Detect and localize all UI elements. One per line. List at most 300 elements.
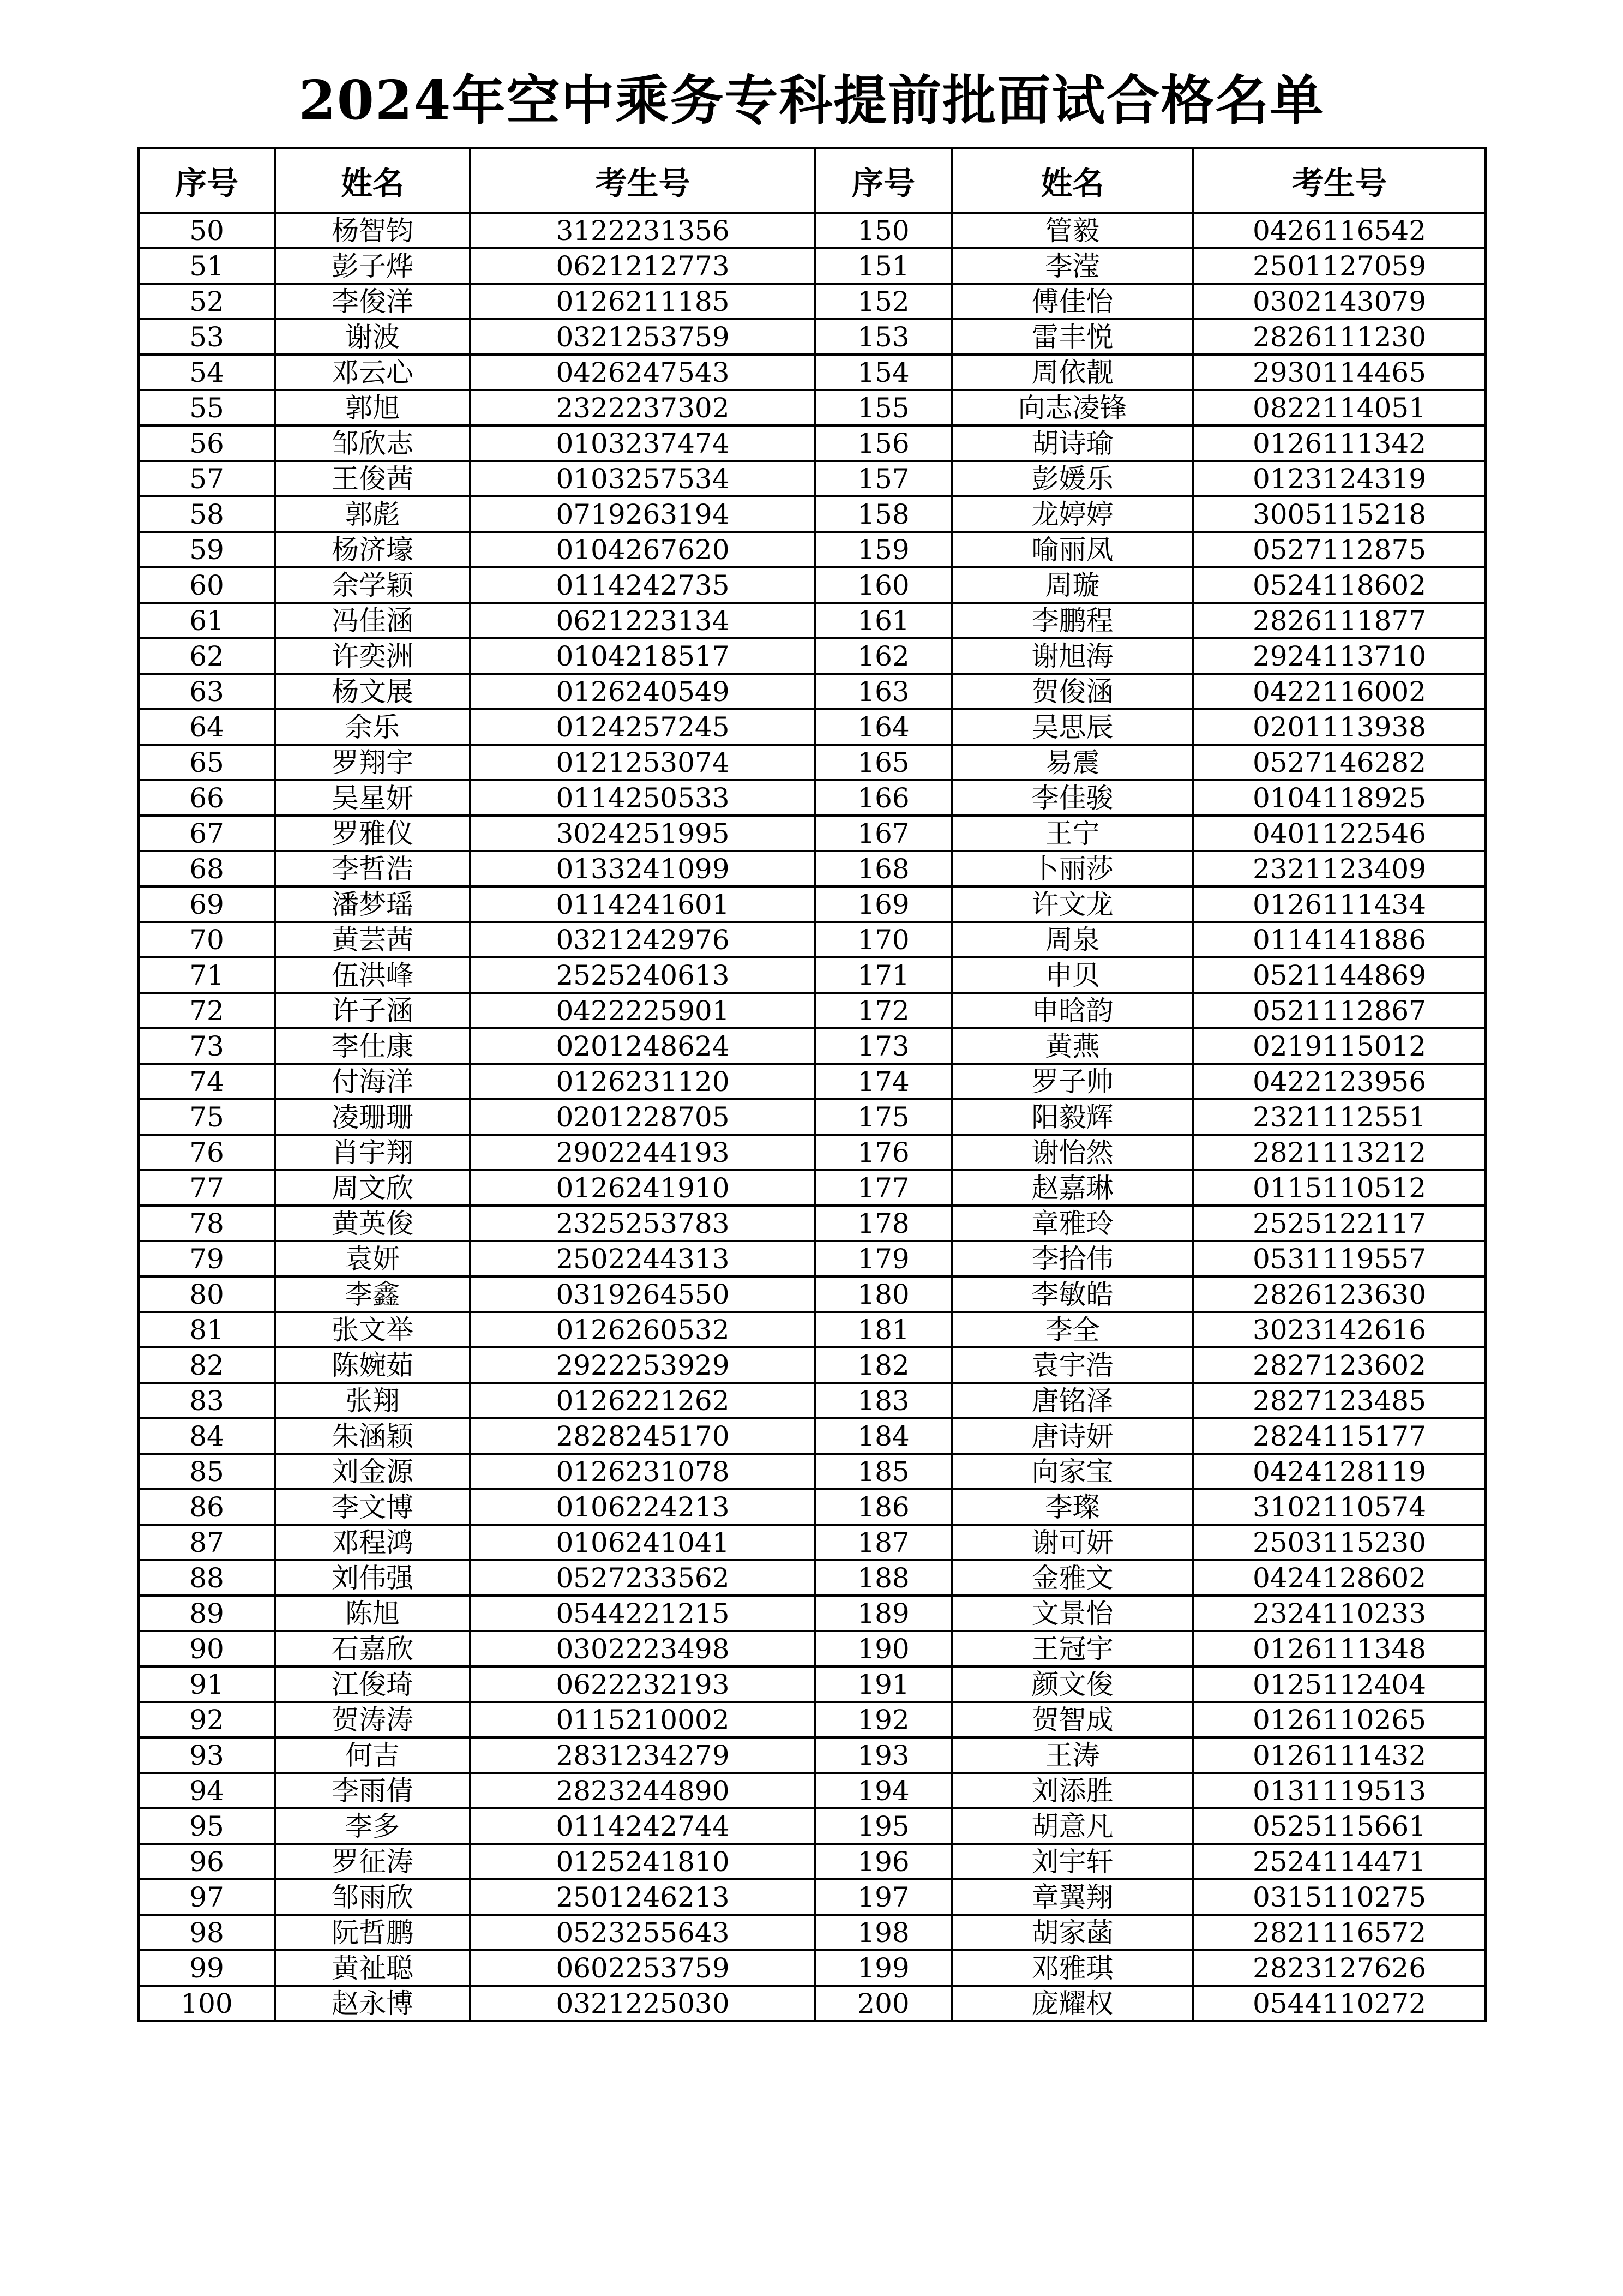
name-cell: 余学颖 bbox=[275, 567, 470, 603]
serial-cell: 150 bbox=[815, 213, 952, 248]
serial-cell: 165 bbox=[815, 745, 952, 780]
table-body bbox=[139, 213, 1486, 2021]
name-cell: 赵永博 bbox=[275, 1986, 470, 2021]
serial-cell: 186 bbox=[815, 1489, 952, 1525]
serial-cell: 65 bbox=[139, 745, 275, 780]
exam-number-cell: 0622232193 bbox=[470, 1666, 815, 1702]
table-row bbox=[139, 1099, 1486, 1135]
header-exam-number-right: 考生号 bbox=[1193, 148, 1486, 213]
serial-cell: 70 bbox=[139, 922, 275, 957]
exam-number-cell: 0126221262 bbox=[470, 1383, 815, 1418]
table-row bbox=[139, 284, 1486, 319]
serial-cell: 188 bbox=[815, 1560, 952, 1596]
exam-number-cell: 0321253759 bbox=[470, 319, 815, 355]
exam-number-cell: 2321112551 bbox=[1193, 1099, 1486, 1135]
serial-cell: 84 bbox=[139, 1418, 275, 1454]
name-cell: 向志凌锋 bbox=[952, 390, 1193, 425]
name-cell: 郭彪 bbox=[275, 496, 470, 532]
name-cell: 邹雨欣 bbox=[275, 1879, 470, 1915]
table-row bbox=[139, 1170, 1486, 1206]
serial-cell: 158 bbox=[815, 496, 952, 532]
serial-cell: 175 bbox=[815, 1099, 952, 1135]
name-cell: 潘梦瑶 bbox=[275, 886, 470, 922]
exam-number-cell: 0321242976 bbox=[470, 922, 815, 957]
name-cell: 李鹏程 bbox=[952, 603, 1193, 638]
exam-number-cell: 0133241099 bbox=[470, 851, 815, 886]
exam-number-cell: 2325253783 bbox=[470, 1206, 815, 1241]
name-cell: 赵嘉琳 bbox=[952, 1170, 1193, 1206]
exam-number-cell: 0114242744 bbox=[470, 1808, 815, 1844]
serial-cell: 167 bbox=[815, 816, 952, 851]
serial-cell: 199 bbox=[815, 1950, 952, 1986]
exam-number-cell: 0531119557 bbox=[1193, 1241, 1486, 1276]
name-cell: 胡诗瑜 bbox=[952, 425, 1193, 461]
name-cell: 周璇 bbox=[952, 567, 1193, 603]
name-cell: 朱涵颖 bbox=[275, 1418, 470, 1454]
serial-cell: 54 bbox=[139, 355, 275, 390]
exam-number-cell: 0126111434 bbox=[1193, 886, 1486, 922]
exam-number-cell: 0126241910 bbox=[470, 1170, 815, 1206]
serial-cell: 71 bbox=[139, 957, 275, 993]
serial-cell: 59 bbox=[139, 532, 275, 567]
exam-number-cell: 2823127626 bbox=[1193, 1950, 1486, 1986]
exam-number-cell: 2924113710 bbox=[1193, 638, 1486, 674]
table-row bbox=[139, 674, 1486, 709]
exam-number-cell: 0422116002 bbox=[1193, 674, 1486, 709]
name-cell: 谢可妍 bbox=[952, 1525, 1193, 1560]
serial-cell: 69 bbox=[139, 886, 275, 922]
table-row bbox=[139, 496, 1486, 532]
table-row bbox=[139, 1206, 1486, 1241]
name-cell: 胡家菡 bbox=[952, 1915, 1193, 1950]
table-row bbox=[139, 1028, 1486, 1064]
name-cell: 郭旭 bbox=[275, 390, 470, 425]
name-cell: 谢旭海 bbox=[952, 638, 1193, 674]
exam-number-cell: 0126211185 bbox=[470, 284, 815, 319]
table-row bbox=[139, 1986, 1486, 2021]
exam-number-cell: 2922253929 bbox=[470, 1347, 815, 1383]
serial-cell: 82 bbox=[139, 1347, 275, 1383]
name-cell: 贺涛涛 bbox=[275, 1702, 470, 1737]
exam-number-cell: 0523255643 bbox=[470, 1915, 815, 1950]
table-row bbox=[139, 1454, 1486, 1489]
serial-cell: 97 bbox=[139, 1879, 275, 1915]
serial-cell: 66 bbox=[139, 780, 275, 816]
serial-cell: 61 bbox=[139, 603, 275, 638]
table-row bbox=[139, 1773, 1486, 1808]
name-cell: 阳毅辉 bbox=[952, 1099, 1193, 1135]
exam-number-cell: 0525115661 bbox=[1193, 1808, 1486, 1844]
table-row bbox=[139, 851, 1486, 886]
name-cell: 黄芸茜 bbox=[275, 922, 470, 957]
table-row bbox=[139, 1418, 1486, 1454]
name-cell: 刘添胜 bbox=[952, 1773, 1193, 1808]
name-cell: 邓程鸿 bbox=[275, 1525, 470, 1560]
exam-number-cell: 0424128119 bbox=[1193, 1454, 1486, 1489]
serial-cell: 159 bbox=[815, 532, 952, 567]
serial-cell: 197 bbox=[815, 1879, 952, 1915]
exam-number-cell: 0527112875 bbox=[1193, 532, 1486, 567]
name-cell: 贺俊涵 bbox=[952, 674, 1193, 709]
name-cell: 金雅文 bbox=[952, 1560, 1193, 1596]
serial-cell: 153 bbox=[815, 319, 952, 355]
name-cell: 李雨倩 bbox=[275, 1773, 470, 1808]
serial-cell: 166 bbox=[815, 780, 952, 816]
exam-number-cell: 2501246213 bbox=[470, 1879, 815, 1915]
name-cell: 江俊琦 bbox=[275, 1666, 470, 1702]
exam-number-cell: 2902244193 bbox=[470, 1135, 815, 1170]
exam-number-cell: 2502244313 bbox=[470, 1241, 815, 1276]
serial-cell: 172 bbox=[815, 993, 952, 1028]
serial-cell: 77 bbox=[139, 1170, 275, 1206]
name-cell: 庞耀权 bbox=[952, 1986, 1193, 2021]
exam-number-cell: 2826111230 bbox=[1193, 319, 1486, 355]
table-row bbox=[139, 1879, 1486, 1915]
table-row bbox=[139, 1347, 1486, 1383]
serial-cell: 193 bbox=[815, 1737, 952, 1773]
exam-number-cell: 0126111342 bbox=[1193, 425, 1486, 461]
serial-cell: 152 bbox=[815, 284, 952, 319]
serial-cell: 164 bbox=[815, 709, 952, 745]
exam-number-cell: 0104267620 bbox=[470, 532, 815, 567]
exam-number-cell: 2324110233 bbox=[1193, 1596, 1486, 1631]
serial-cell: 79 bbox=[139, 1241, 275, 1276]
exam-number-cell: 0719263194 bbox=[470, 496, 815, 532]
exam-number-cell: 0124257245 bbox=[470, 709, 815, 745]
serial-cell: 62 bbox=[139, 638, 275, 674]
qualified-list-table bbox=[137, 147, 1487, 2022]
exam-number-cell: 2524114471 bbox=[1193, 1844, 1486, 1879]
name-cell: 罗雅仪 bbox=[275, 816, 470, 851]
name-cell: 申晗韵 bbox=[952, 993, 1193, 1028]
serial-cell: 163 bbox=[815, 674, 952, 709]
exam-number-cell: 2930114465 bbox=[1193, 355, 1486, 390]
table-row bbox=[139, 390, 1486, 425]
exam-number-cell: 3023142616 bbox=[1193, 1312, 1486, 1347]
name-cell: 黄英俊 bbox=[275, 1206, 470, 1241]
table-row bbox=[139, 1631, 1486, 1666]
serial-cell: 162 bbox=[815, 638, 952, 674]
serial-cell: 178 bbox=[815, 1206, 952, 1241]
exam-number-cell: 0114242735 bbox=[470, 567, 815, 603]
exam-number-cell: 0115210002 bbox=[470, 1702, 815, 1737]
serial-cell: 195 bbox=[815, 1808, 952, 1844]
header-name-right: 姓名 bbox=[952, 148, 1193, 213]
serial-cell: 173 bbox=[815, 1028, 952, 1064]
exam-number-cell: 0524118602 bbox=[1193, 567, 1486, 603]
exam-number-cell: 0321225030 bbox=[470, 1986, 815, 2021]
table-row bbox=[139, 1489, 1486, 1525]
serial-cell: 63 bbox=[139, 674, 275, 709]
serial-cell: 85 bbox=[139, 1454, 275, 1489]
name-cell: 周泉 bbox=[952, 922, 1193, 957]
serial-cell: 191 bbox=[815, 1666, 952, 1702]
serial-cell: 185 bbox=[815, 1454, 952, 1489]
exam-number-cell: 2501127059 bbox=[1193, 248, 1486, 284]
name-cell: 管毅 bbox=[952, 213, 1193, 248]
name-cell: 李璨 bbox=[952, 1489, 1193, 1525]
name-cell: 冯佳涵 bbox=[275, 603, 470, 638]
serial-cell: 181 bbox=[815, 1312, 952, 1347]
exam-number-cell: 0123124319 bbox=[1193, 461, 1486, 496]
table-row bbox=[139, 1135, 1486, 1170]
name-cell: 伍洪峰 bbox=[275, 957, 470, 993]
name-cell: 胡意凡 bbox=[952, 1808, 1193, 1844]
name-cell: 李滢 bbox=[952, 248, 1193, 284]
serial-cell: 93 bbox=[139, 1737, 275, 1773]
serial-cell: 86 bbox=[139, 1489, 275, 1525]
exam-number-cell: 0114241601 bbox=[470, 886, 815, 922]
name-cell: 李俊洋 bbox=[275, 284, 470, 319]
name-cell: 张翔 bbox=[275, 1383, 470, 1418]
table-row bbox=[139, 1950, 1486, 1986]
exam-number-cell: 0602253759 bbox=[470, 1950, 815, 1986]
name-cell: 李文博 bbox=[275, 1489, 470, 1525]
table-row bbox=[139, 1596, 1486, 1631]
name-cell: 李佳骏 bbox=[952, 780, 1193, 816]
exam-number-cell: 0121253074 bbox=[470, 745, 815, 780]
name-cell: 章翼翔 bbox=[952, 1879, 1193, 1915]
exam-number-cell: 2821113212 bbox=[1193, 1135, 1486, 1170]
name-cell: 李敏皓 bbox=[952, 1276, 1193, 1312]
exam-number-cell: 0201228705 bbox=[470, 1099, 815, 1135]
serial-cell: 52 bbox=[139, 284, 275, 319]
serial-cell: 187 bbox=[815, 1525, 952, 1560]
exam-number-cell: 0426247543 bbox=[470, 355, 815, 390]
serial-cell: 182 bbox=[815, 1347, 952, 1383]
name-cell: 刘金源 bbox=[275, 1454, 470, 1489]
exam-number-cell: 0401122546 bbox=[1193, 816, 1486, 851]
table-row bbox=[139, 425, 1486, 461]
name-cell: 邓云心 bbox=[275, 355, 470, 390]
table-row bbox=[139, 1737, 1486, 1773]
serial-cell: 157 bbox=[815, 461, 952, 496]
exam-number-cell: 0544110272 bbox=[1193, 1986, 1486, 2021]
name-cell: 许文龙 bbox=[952, 886, 1193, 922]
name-cell: 罗子帅 bbox=[952, 1064, 1193, 1099]
table-row bbox=[139, 1666, 1486, 1702]
name-cell: 余乐 bbox=[275, 709, 470, 745]
serial-cell: 74 bbox=[139, 1064, 275, 1099]
exam-number-cell: 0114250533 bbox=[470, 780, 815, 816]
serial-cell: 96 bbox=[139, 1844, 275, 1879]
serial-cell: 57 bbox=[139, 461, 275, 496]
serial-cell: 183 bbox=[815, 1383, 952, 1418]
table-row bbox=[139, 461, 1486, 496]
serial-cell: 155 bbox=[815, 390, 952, 425]
name-cell: 张文举 bbox=[275, 1312, 470, 1347]
name-cell: 邹欣志 bbox=[275, 425, 470, 461]
exam-number-cell: 0527146282 bbox=[1193, 745, 1486, 780]
exam-number-cell: 0201113938 bbox=[1193, 709, 1486, 745]
name-cell: 刘伟强 bbox=[275, 1560, 470, 1596]
name-cell: 李哲浩 bbox=[275, 851, 470, 886]
name-cell: 王俊茜 bbox=[275, 461, 470, 496]
serial-cell: 60 bbox=[139, 567, 275, 603]
serial-cell: 89 bbox=[139, 1596, 275, 1631]
serial-cell: 88 bbox=[139, 1560, 275, 1596]
name-cell: 阮哲鹏 bbox=[275, 1915, 470, 1950]
exam-number-cell: 3102110574 bbox=[1193, 1489, 1486, 1525]
serial-cell: 73 bbox=[139, 1028, 275, 1064]
name-cell: 陈旭 bbox=[275, 1596, 470, 1631]
serial-cell: 154 bbox=[815, 355, 952, 390]
serial-cell: 80 bbox=[139, 1276, 275, 1312]
serial-cell: 198 bbox=[815, 1915, 952, 1950]
name-cell: 贺智成 bbox=[952, 1702, 1193, 1737]
exam-number-cell: 2827123485 bbox=[1193, 1383, 1486, 1418]
name-cell: 王涛 bbox=[952, 1737, 1193, 1773]
exam-number-cell: 0126231078 bbox=[470, 1454, 815, 1489]
serial-cell: 51 bbox=[139, 248, 275, 284]
exam-number-cell: 0544221215 bbox=[470, 1596, 815, 1631]
table-row bbox=[139, 1312, 1486, 1347]
name-cell: 颜文俊 bbox=[952, 1666, 1193, 1702]
exam-number-cell: 0125241810 bbox=[470, 1844, 815, 1879]
name-cell: 彭子烨 bbox=[275, 248, 470, 284]
name-cell: 向家宝 bbox=[952, 1454, 1193, 1489]
name-cell: 杨文展 bbox=[275, 674, 470, 709]
table-row bbox=[139, 1844, 1486, 1879]
serial-cell: 176 bbox=[815, 1135, 952, 1170]
exam-number-cell: 2821116572 bbox=[1193, 1915, 1486, 1950]
name-cell: 罗翔宇 bbox=[275, 745, 470, 780]
serial-cell: 94 bbox=[139, 1773, 275, 1808]
name-cell: 李拾伟 bbox=[952, 1241, 1193, 1276]
serial-cell: 192 bbox=[815, 1702, 952, 1737]
name-cell: 申贝 bbox=[952, 957, 1193, 993]
name-cell: 章雅玲 bbox=[952, 1206, 1193, 1241]
serial-cell: 64 bbox=[139, 709, 275, 745]
exam-number-cell: 2823244890 bbox=[470, 1773, 815, 1808]
exam-number-cell: 0521144869 bbox=[1193, 957, 1486, 993]
exam-number-cell: 0521112867 bbox=[1193, 993, 1486, 1028]
table-row bbox=[139, 567, 1486, 603]
table-row bbox=[139, 248, 1486, 284]
page-title: 2024年空中乘务专科提前批面试合格名单 bbox=[298, 69, 1325, 132]
exam-number-cell: 0126260532 bbox=[470, 1312, 815, 1347]
name-cell: 何吉 bbox=[275, 1737, 470, 1773]
header-serial-left: 序号 bbox=[139, 148, 275, 213]
exam-number-cell: 2827123602 bbox=[1193, 1347, 1486, 1383]
serial-cell: 100 bbox=[139, 1986, 275, 2021]
serial-cell: 92 bbox=[139, 1702, 275, 1737]
name-cell: 凌珊珊 bbox=[275, 1099, 470, 1135]
serial-cell: 196 bbox=[815, 1844, 952, 1879]
name-cell: 易震 bbox=[952, 745, 1193, 780]
name-cell: 邓雅琪 bbox=[952, 1950, 1193, 1986]
table-header-row bbox=[139, 148, 1486, 213]
exam-number-cell: 0103257534 bbox=[470, 461, 815, 496]
name-cell: 吴星妍 bbox=[275, 780, 470, 816]
name-cell: 王冠宇 bbox=[952, 1631, 1193, 1666]
exam-number-cell: 0426116542 bbox=[1193, 213, 1486, 248]
name-cell: 周文欣 bbox=[275, 1170, 470, 1206]
name-cell: 吴思辰 bbox=[952, 709, 1193, 745]
name-cell: 周依靓 bbox=[952, 355, 1193, 390]
name-cell: 李全 bbox=[952, 1312, 1193, 1347]
name-cell: 王宁 bbox=[952, 816, 1193, 851]
table-row bbox=[139, 886, 1486, 922]
exam-number-cell: 0104118925 bbox=[1193, 780, 1486, 816]
table-row bbox=[139, 213, 1486, 248]
name-cell: 李鑫 bbox=[275, 1276, 470, 1312]
serial-cell: 58 bbox=[139, 496, 275, 532]
exam-number-cell: 0424128602 bbox=[1193, 1560, 1486, 1596]
exam-number-cell: 0621212773 bbox=[470, 248, 815, 284]
table-row bbox=[139, 532, 1486, 567]
serial-cell: 56 bbox=[139, 425, 275, 461]
name-cell: 彭媛乐 bbox=[952, 461, 1193, 496]
name-cell: 付海洋 bbox=[275, 1064, 470, 1099]
serial-cell: 194 bbox=[815, 1773, 952, 1808]
serial-cell: 78 bbox=[139, 1206, 275, 1241]
exam-number-cell: 0302143079 bbox=[1193, 284, 1486, 319]
table-row bbox=[139, 1383, 1486, 1418]
serial-cell: 180 bbox=[815, 1276, 952, 1312]
table-row bbox=[139, 780, 1486, 816]
serial-cell: 184 bbox=[815, 1418, 952, 1454]
name-cell: 许子涵 bbox=[275, 993, 470, 1028]
serial-cell: 99 bbox=[139, 1950, 275, 1986]
name-cell: 黄燕 bbox=[952, 1028, 1193, 1064]
header-name-left: 姓名 bbox=[275, 148, 470, 213]
exam-number-cell: 3005115218 bbox=[1193, 496, 1486, 532]
exam-number-cell: 2824115177 bbox=[1193, 1418, 1486, 1454]
table-row bbox=[139, 1915, 1486, 1950]
exam-number-cell: 0422225901 bbox=[470, 993, 815, 1028]
serial-cell: 98 bbox=[139, 1915, 275, 1950]
serial-cell: 179 bbox=[815, 1241, 952, 1276]
exam-number-cell: 0106241041 bbox=[470, 1525, 815, 1560]
serial-cell: 168 bbox=[815, 851, 952, 886]
name-cell: 傅佳怡 bbox=[952, 284, 1193, 319]
exam-number-cell: 0621223134 bbox=[470, 603, 815, 638]
table-row bbox=[139, 1702, 1486, 1737]
table-row bbox=[139, 957, 1486, 993]
exam-number-cell: 3122231356 bbox=[470, 213, 815, 248]
table-row bbox=[139, 816, 1486, 851]
exam-number-cell: 0126110265 bbox=[1193, 1702, 1486, 1737]
serial-cell: 53 bbox=[139, 319, 275, 355]
header-exam-number-left: 考生号 bbox=[470, 148, 815, 213]
serial-cell: 151 bbox=[815, 248, 952, 284]
exam-number-cell: 0125112404 bbox=[1193, 1666, 1486, 1702]
name-cell: 罗征涛 bbox=[275, 1844, 470, 1879]
table-row bbox=[139, 709, 1486, 745]
exam-number-cell: 3024251995 bbox=[470, 816, 815, 851]
serial-cell: 68 bbox=[139, 851, 275, 886]
table-row bbox=[139, 993, 1486, 1028]
name-cell: 陈婉茹 bbox=[275, 1347, 470, 1383]
serial-cell: 171 bbox=[815, 957, 952, 993]
exam-number-cell: 2503115230 bbox=[1193, 1525, 1486, 1560]
header-serial-right: 序号 bbox=[815, 148, 952, 213]
exam-number-cell: 0126240549 bbox=[470, 674, 815, 709]
serial-cell: 50 bbox=[139, 213, 275, 248]
name-cell: 石嘉欣 bbox=[275, 1631, 470, 1666]
exam-number-cell: 0219115012 bbox=[1193, 1028, 1486, 1064]
table-row bbox=[139, 1064, 1486, 1099]
name-cell: 许奕洲 bbox=[275, 638, 470, 674]
name-cell: 李仕康 bbox=[275, 1028, 470, 1064]
name-cell: 李多 bbox=[275, 1808, 470, 1844]
table-row bbox=[139, 638, 1486, 674]
serial-cell: 156 bbox=[815, 425, 952, 461]
table-row bbox=[139, 1525, 1486, 1560]
serial-cell: 95 bbox=[139, 1808, 275, 1844]
name-cell: 龙婷婷 bbox=[952, 496, 1193, 532]
